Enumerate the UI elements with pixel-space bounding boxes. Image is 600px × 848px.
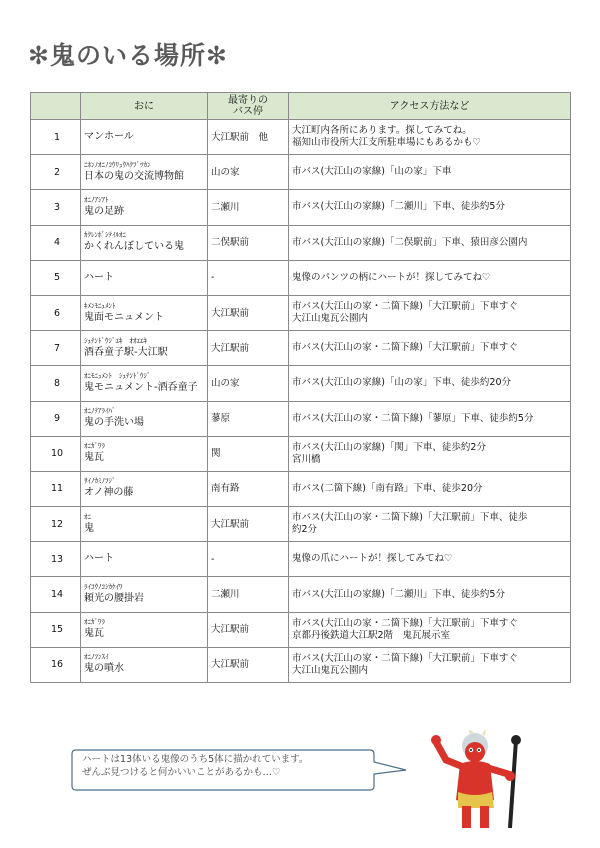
place-name-reading: ｵﾆﾓﾆｭﾒﾝﾄ ｼｭﾃﾝﾄﾞｳｼﾞ [84, 371, 151, 380]
access-line: 市バス(大江山の家・二箇下線)「大江駅前」下車すぐ [292, 617, 518, 629]
access-line: 市バス(大江山の家・二箇下線)「大江駅前」下車すぐ [292, 342, 518, 354]
access-line: 京都丹後鉄道大江駅2階 鬼瓦展示室 [292, 629, 451, 641]
table-row [31, 436, 571, 471]
row-number: 12 [31, 507, 81, 542]
place-name-reading: ﾗｲｺｳﾉｺｼｶｹｲﾜ [84, 583, 123, 592]
access-cell [289, 542, 571, 577]
place-name: 鬼 [84, 522, 94, 534]
access-cell [289, 401, 571, 436]
bus-stop: 南有路 [208, 471, 289, 506]
access-line: 大江山鬼瓦公園内 [292, 664, 369, 676]
speech-bubble-text [82, 753, 382, 779]
header-bus-stop-line2: バス停 [233, 106, 263, 117]
place-name: 鬼の手洗い場 [84, 417, 144, 429]
place-name-cell [81, 471, 208, 506]
place-name: 鬼モニュメント-酒呑童子 [84, 381, 198, 393]
place-name-reading: ｻｲﾉｶﾐﾉﾌｼﾞ [84, 477, 116, 486]
table-row [31, 120, 571, 155]
bus-stop: - [208, 542, 289, 577]
place-name: かくれんぼしている鬼 [84, 241, 184, 253]
access-cell [289, 260, 571, 295]
access-line: 鬼像のパンツの柄にハートが！探してみてね♡ [292, 271, 491, 283]
place-name-cell [81, 542, 208, 577]
table-row [31, 331, 571, 366]
bus-stop: 蓼原 [208, 401, 289, 436]
place-name-reading: ｵﾆﾉｱｼｱﾄ [84, 195, 109, 204]
row-number: 2 [31, 155, 81, 190]
place-name-reading: ｵﾆﾉﾌﾝｽｲ [84, 653, 109, 662]
place-name-cell [81, 577, 208, 612]
row-number: 11 [31, 471, 81, 506]
header-number [31, 93, 81, 120]
place-name: マンホール [84, 131, 134, 143]
place-name-cell [81, 260, 208, 295]
access-line: 市バス(二箇下線)「南有路」下車、徒歩20分 [292, 482, 483, 494]
table-row [31, 542, 571, 577]
access-cell [289, 155, 571, 190]
table-row [31, 471, 571, 506]
row-number: 1 [31, 120, 81, 155]
table-row [31, 295, 571, 330]
place-name-cell [81, 612, 208, 647]
row-number: 4 [31, 225, 81, 260]
table-row [31, 190, 571, 225]
table-row [31, 225, 571, 260]
row-number: 13 [31, 542, 81, 577]
place-name: 鬼の足跡 [84, 205, 124, 217]
oni-head [465, 742, 485, 762]
access-line: 市バス(大江山の家・二箇下線)「大江駅前」下車すぐ [292, 652, 518, 664]
access-cell [289, 507, 571, 542]
access-cell [289, 612, 571, 647]
bubble-line-1: ハートは13体いる鬼像のうち5体に描かれています。 [82, 754, 309, 765]
place-name-cell [81, 190, 208, 225]
access-cell [289, 436, 571, 471]
place-name-cell [81, 366, 208, 401]
place-name-cell [81, 295, 208, 330]
header-access: アクセス方法など [289, 93, 571, 120]
oni-club [510, 740, 516, 828]
access-line: 大江山鬼瓦公園内 [292, 313, 369, 325]
row-number: 10 [31, 436, 81, 471]
table-row [31, 647, 571, 682]
table-row [31, 260, 571, 295]
bus-stop: 大江駅前 他 [208, 120, 289, 155]
access-line: 市バス(大江山の家線)「二瀬川」下車、徒歩約5分 [292, 588, 505, 600]
place-name-reading: ｶｸﾚﾝﾎﾞｼﾃｲﾙｵﾆ [84, 231, 126, 240]
access-line: 市バス(大江山の家線)「山の家」下車、徒歩約20分 [292, 377, 512, 389]
bus-stop: 大江駅前 [208, 295, 289, 330]
bus-stop: 二俣駅前 [208, 225, 289, 260]
access-cell [289, 295, 571, 330]
row-number: 15 [31, 612, 81, 647]
place-name-cell [81, 120, 208, 155]
place-name-reading: ｵﾆｶﾞﾜﾗ [84, 442, 105, 451]
access-cell [289, 225, 571, 260]
bus-stop: 山の家 [208, 366, 289, 401]
bus-stop: 大江駅前 [208, 331, 289, 366]
access-cell [289, 471, 571, 506]
bus-stop: 二瀬川 [208, 190, 289, 225]
bus-stop: 山の家 [208, 155, 289, 190]
place-name: オノ神の藤 [84, 487, 134, 499]
header-bus-stop [208, 93, 289, 120]
place-name: 鬼面モニュメント [84, 311, 164, 323]
access-line: 市バス(大江山の家線)「二瀬川」下車、徒歩約5分 [292, 201, 505, 213]
header-bus-stop-line1: 最寄りの [228, 95, 268, 106]
access-line: 福知山市役所大江支所駐車場にもあるかも♡ [292, 137, 482, 149]
header-name: おに [81, 93, 208, 120]
access-line: 市バス(大江山の家・二箇下線)「大江駅前」下車、徒歩 [292, 512, 528, 524]
access-cell [289, 647, 571, 682]
bus-stop: 関 [208, 436, 289, 471]
access-line: 市バス(大江山の家線)「二俣駅前」下車、猿田彦公園内 [292, 236, 528, 248]
place-name: 鬼瓦 [84, 452, 104, 464]
place-name-reading: ｼｭﾃﾝﾄﾞｳｼﾞｴｷ ｵｵｴｴｷ [84, 336, 147, 345]
access-cell [289, 331, 571, 366]
place-name-reading: ｵﾆﾉﾃｱﾗｲﾊﾞ [84, 407, 116, 416]
row-number: 3 [31, 190, 81, 225]
place-name: ハート [84, 553, 114, 565]
table-row [31, 612, 571, 647]
place-name-cell [81, 155, 208, 190]
access-line: 市バス(大江山の家・二箇下線)「大江駅前」下車すぐ [292, 301, 518, 313]
access-line: 約2分 [292, 524, 318, 536]
place-name: 日本の鬼の交流博物館 [84, 170, 184, 182]
bus-stop: 大江駅前 [208, 647, 289, 682]
place-name-reading: ｵﾆ [84, 512, 91, 521]
place-name-cell [81, 436, 208, 471]
row-number: 9 [31, 401, 81, 436]
access-line: 市バス(大江山の家・二箇下線)「蓼原」下車、徒歩約5分 [292, 412, 534, 424]
row-number: 16 [31, 647, 81, 682]
place-name: 鬼の噴水 [84, 663, 124, 675]
access-line: 宮川橋 [292, 453, 321, 465]
row-number: 6 [31, 295, 81, 330]
bubble-line-2: ぜんぶ見つけると何かいいことがあるかも…♡ [82, 767, 281, 778]
table-row [31, 507, 571, 542]
place-name: 鬼瓦 [84, 628, 104, 640]
oni-illustration [430, 730, 550, 830]
places-table [30, 92, 571, 683]
access-cell [289, 366, 571, 401]
place-name-cell [81, 647, 208, 682]
access-line: 市バス(大江山の家線)「関」下車、徒歩約2分 [292, 441, 486, 453]
access-cell [289, 120, 571, 155]
access-cell [289, 577, 571, 612]
place-name-cell [81, 401, 208, 436]
place-name-cell [81, 225, 208, 260]
table-row [31, 401, 571, 436]
row-number: 7 [31, 331, 81, 366]
place-name: ハート [84, 271, 114, 283]
place-name: 頼光の腰掛岩 [84, 593, 144, 605]
place-name-reading: ﾆﾎﾝﾉｵﾆﾉｺｳﾘｭｳﾊｸﾌﾞﾂｶﾝ [84, 160, 151, 169]
place-name-reading: ｵﾆｶﾞﾜﾗ [84, 618, 105, 627]
bus-stop: 大江駅前 [208, 612, 289, 647]
table-row [31, 155, 571, 190]
place-name: 酒呑童子駅-大江駅 [84, 346, 168, 358]
row-number: 14 [31, 577, 81, 612]
place-name-cell [81, 331, 208, 366]
row-number: 5 [31, 260, 81, 295]
place-name-cell [81, 507, 208, 542]
bus-stop: 二瀬川 [208, 577, 289, 612]
place-name-reading: ｷﾒﾝﾓﾆｭﾒﾝﾄ [84, 301, 116, 310]
bus-stop: - [208, 260, 289, 295]
page-title: ✻鬼のいる場所✻ [28, 41, 228, 70]
bus-stop: 大江駅前 [208, 507, 289, 542]
row-number: 8 [31, 366, 81, 401]
table-row [31, 577, 571, 612]
table-row [31, 366, 571, 401]
access-cell [289, 190, 571, 225]
access-line: 大江町内各所にあります。探してみてね。 [292, 125, 472, 137]
access-line: 鬼像の爪にハートが！探してみてね♡ [292, 553, 453, 565]
access-line: 市バス(大江山の家線)「山の家」下車 [292, 166, 452, 178]
table-header-row [31, 93, 571, 120]
